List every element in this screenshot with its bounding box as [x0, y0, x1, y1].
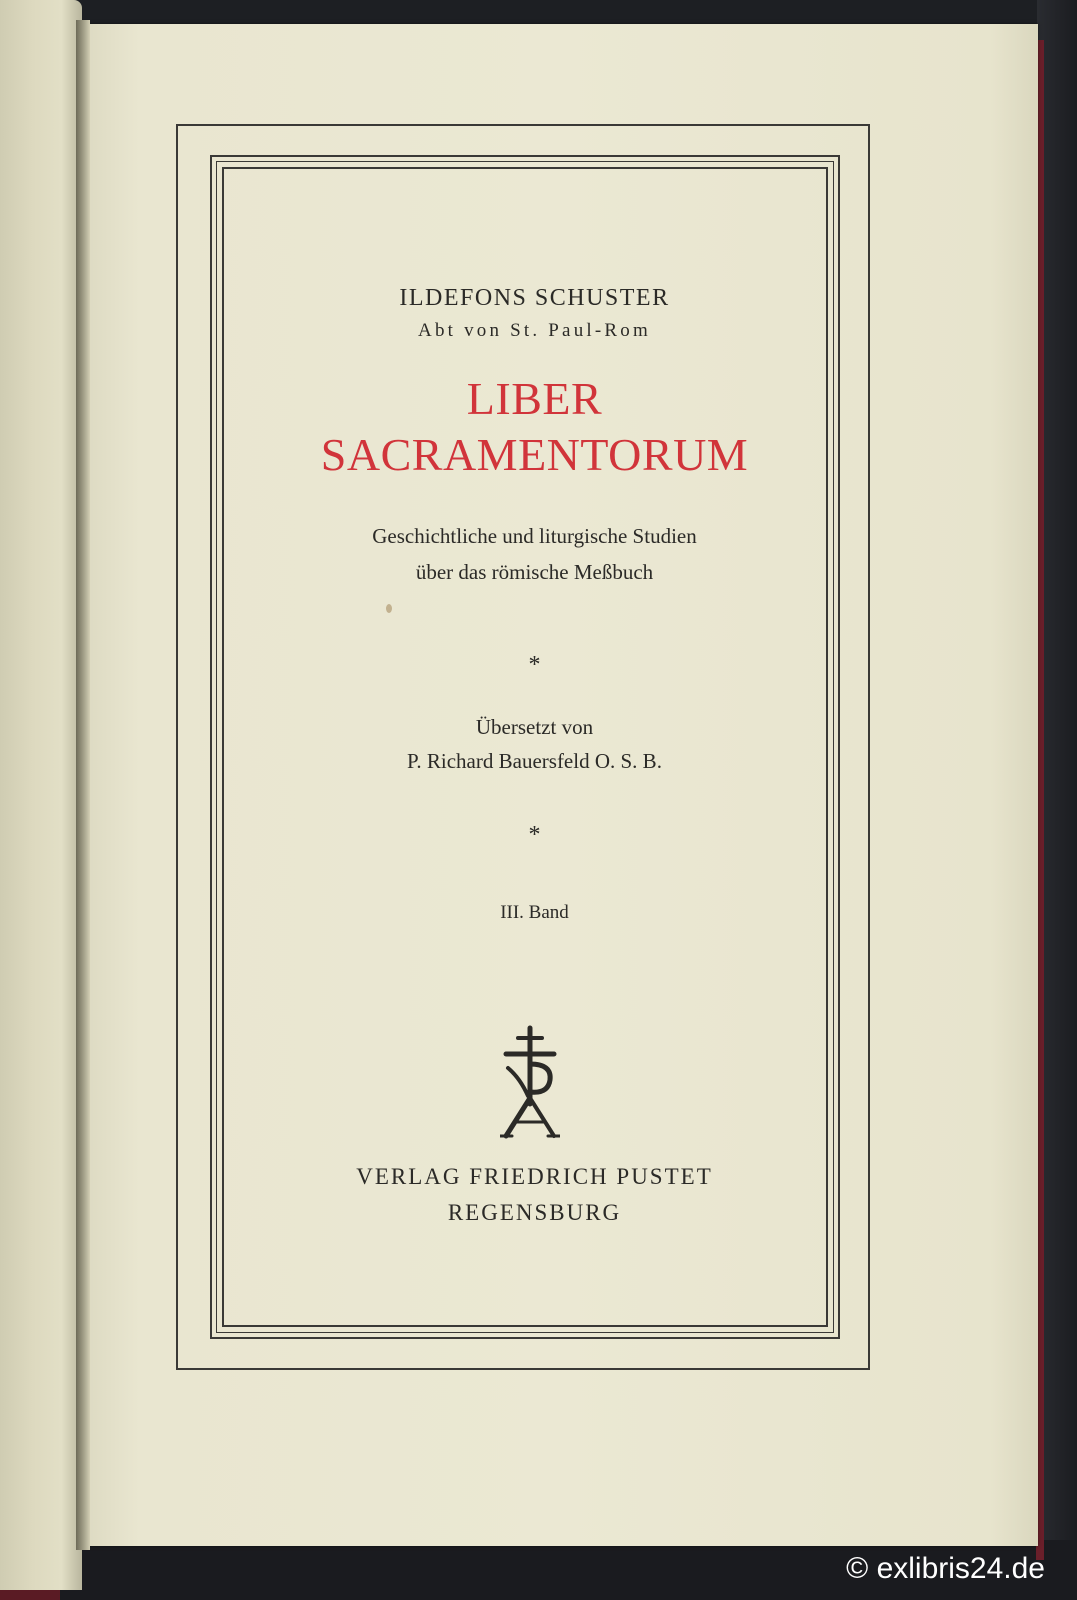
subtitle-line2: über das römische Meßbuch — [415, 560, 654, 584]
book-gutter — [76, 20, 90, 1550]
publisher-name: VERLAG FRIEDRICH PUSTET — [356, 1164, 713, 1189]
separator-asterisk-2: * — [528, 822, 541, 848]
volume-label: III. Band — [500, 902, 569, 923]
paper-speck — [386, 604, 392, 613]
book-title-line2: SACRAMENTORUM — [320, 429, 749, 480]
publisher-city: REGENSBURG — [447, 1200, 622, 1225]
author-affiliation: Abt von St. Paul-Rom — [418, 320, 651, 341]
translator-name: P. Richard Bauersfeld O. S. B. — [407, 749, 662, 773]
left-facing-page — [0, 0, 82, 1590]
translated-by-label: Übersetzt von — [475, 715, 594, 739]
subtitle-line1: Geschichtliche und liturgische Studien — [372, 524, 697, 548]
book-title-line1: LIBER — [466, 373, 603, 424]
copyright-watermark: © exlibris24.de — [846, 1552, 1045, 1585]
publisher-monogram-cross-icon — [500, 1024, 560, 1142]
author-name: ILDEFONS SCHUSTER — [399, 285, 670, 311]
separator-asterisk-1: * — [528, 652, 541, 678]
